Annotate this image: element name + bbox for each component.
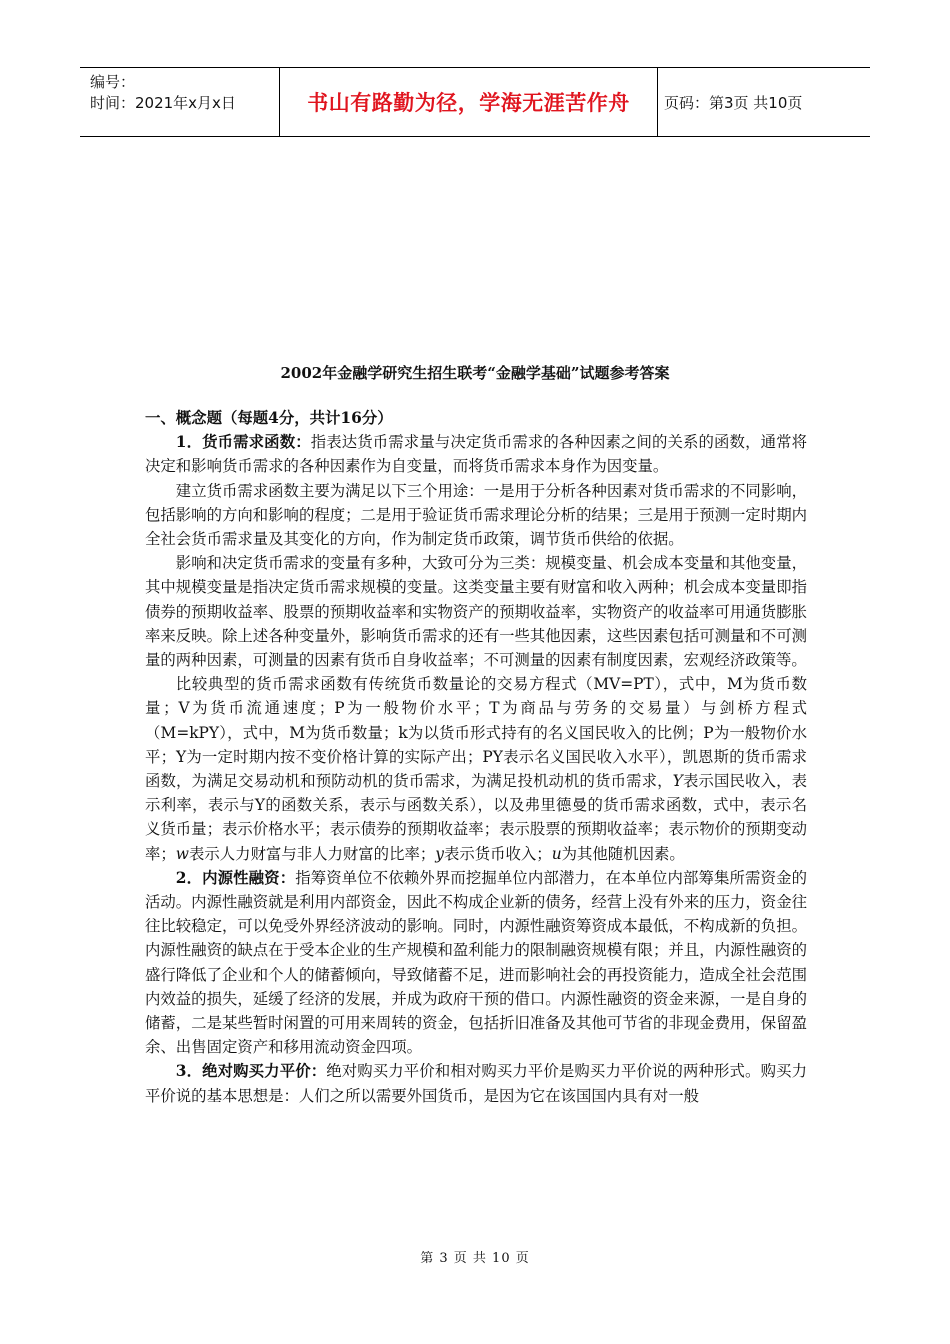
document-title: 2002年金融学研究生招生联考“金融学基础”试题参考答案	[280, 364, 670, 382]
section-heading: 一、概念题（每题4分，共计16分）	[145, 409, 393, 427]
term2-name: 2．内源性融资：	[175, 868, 296, 887]
term1-p4-part-e: 为其他随机因素。	[561, 844, 685, 863]
term1-definition	[145, 430, 807, 478]
term1-p4-var-w: w	[175, 844, 189, 863]
header-meta	[80, 68, 280, 136]
header-page-label: 页码：第3页 共10页	[664, 93, 803, 112]
term1-p4-var-y: y	[435, 844, 444, 863]
term1-paragraph-2: 建立货币需求函数主要为满足以下三个用途：一是用于分析各种因素对货币需求的不同影响，包括影响的方向和影响的程度；二是用于验证货币需求理论分析的结果；三是用于预测一定时期内全社会货币需求量及其变化的方向，作为制定货币政策，调节货币供给的依据。	[145, 481, 807, 549]
term1-p4-var-Y: Y	[672, 772, 683, 791]
document-body	[145, 406, 807, 1108]
term1-paragraph-3: 影响和决定货币需求的变量有多种，大致可分为三类：规模变量、机会成本变量和其他变量，其中规模变量是指决定货币需求规模的变量。这类变量主要有财富和收入两种；机会成本变量即指债券的预期收益率、股票的预期收益率和实物资产的预期收益率，实物资产的收益率可用通货膨胀率来反映。除上述各种变量外，影响货币需求的还有一些其他因素，这些因素包括可测量和不可测量的两种因素，可测量的因素有货币自身收益率；不可测量的因素有制度因素，宏观经济政策等。	[145, 554, 807, 670]
header-motto: 书山有路勤为径，学海无涯苦作舟	[280, 68, 658, 136]
term3-name: 3．绝对购买力平价：	[175, 1062, 327, 1081]
header-number-label: 编号：	[90, 73, 136, 91]
term1-p4-part-d: 表示货币收入；	[443, 844, 552, 863]
term1-name: 1．货币需求函数：	[175, 433, 311, 452]
term2-text: 指筹资单位不依赖外界而挖掘单位内部潜力，在本单位内部筹集所需资金的活动。内源性融资就是利用内部资金，因此不构成企业新的债务，经营上没有外来的压力，资金往往比较稳定，可以免受外界经济波动的影响。同时，内源性融资筹资成本最低，不构成新的负担。内源性融资的缺点在于受本企业的生产规模和盈利能力的限制融资规模有限；并且，内源性融资的盛行降低了企业和个人的储蓄倾向，导致储蓄不足，进而影响社会的再投资能力，造成全社会范围内效益的损失，延缓了经济的发展，并成为政府干预的借口。内源性融资的资金来源，一是自身的储蓄，二是某些暂时闲置的可用来周转的资金，包括折旧准备及其他可节省的非现金费用，保留盈余、出售固定资产和移用流动资金四项。	[145, 868, 807, 1057]
page-footer: 第 3 页 共 10 页	[420, 1251, 530, 1266]
term1-p4-part-b: 表示国民收入，表示利率，表示与Y的函数关系，表示与函数关系），以及弗里德曼的货币需求函数，式中，表示名义货币量；表示价格水平；表示债券的预期收益率；表示股票的预期收益率；表示物价的预期变动率；	[145, 772, 807, 863]
term1-p4-var-u: u	[551, 844, 562, 863]
term1-p4-part-a: 比较典型的货币需求函数有传统货币数量论的交易方程式（MV=PT），式中，M为货币数量；V为货币流通速度；P为一般物价水平；T为商品与劳务的交易量）与剑桥方程式（M=kPY），式中，M为货币数量；k为以货币形式持有的名义国民收入的比例；P为一般物价水平；Y为一定时期内按不变价格计算的实际产出；PY表示名义国民收入水平），凯恩斯的货币需求函数，为满足交易动机和预防动机的货币需求，为满足投机动机的货币需求，	[145, 675, 807, 791]
term1-text: 指表达货币需求量与决定货币需求的各种因素之间的关系的函数，通常将决定和影响货币需求的各种因素作为自变量，而将货币需求本身作为因变量。	[145, 433, 807, 476]
term2-definition	[145, 866, 807, 1060]
term1-p4-part-c: 表示人力财富与非人力财富的比率；	[188, 844, 436, 863]
header-date-label: 时间：2021年x月x日	[90, 94, 236, 112]
term3-text: 绝对购买力平价和相对购买力平价是购买力平价说的两种形式。购买力平价说的基本思想是：人们之所以需要外国货币，是因为它在该国国内具有对一般	[145, 1062, 807, 1105]
page-header	[80, 67, 870, 137]
term1-paragraph-4	[145, 672, 807, 866]
term3-definition	[145, 1059, 807, 1107]
